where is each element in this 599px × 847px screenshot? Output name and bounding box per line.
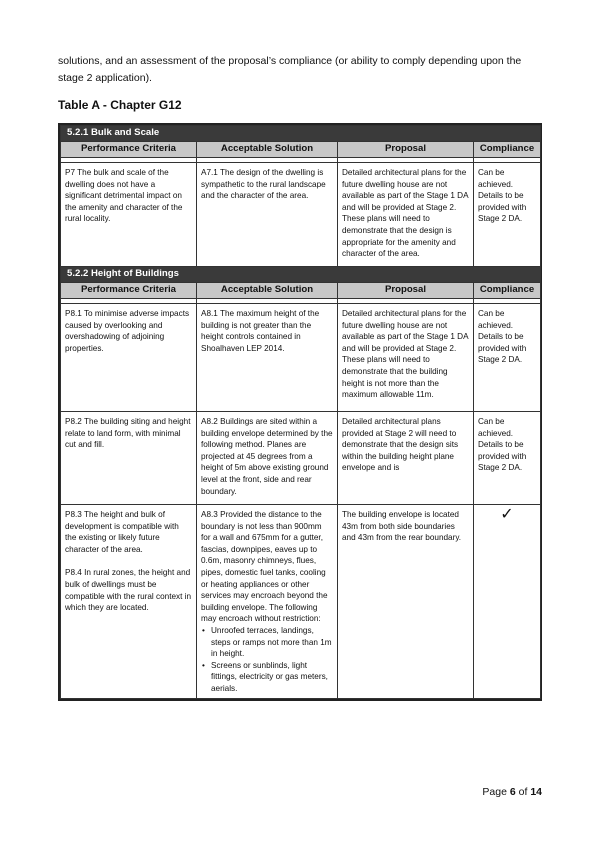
proposal-cell: Detailed architectural plans provided at Stage 2 will need to demonstrate that the design sits within the building height plane envelope and is xyxy=(338,412,474,505)
section-title: 5.2.2 Height of Buildings xyxy=(61,267,541,283)
table-row xyxy=(61,163,541,267)
table-title: Table A - Chapter G12 xyxy=(58,98,182,112)
solution-cell: A8.3 Provided the distance to the boundary is not less than 900mm for a wall and 675mm for a gutter, fascias, downpipes, eaves up to 0.6m, masonry chimneys, flues, pipes, domestic fuel tanks, cooling or heating appliances or other services may encroach beyond the building envelope. The following may encroach without restriction: • Unroofed terraces, landings, steps or ramps not more than 1m in height. • Screens or sunblinds, light fittings, electricity or gas meters, aerials. xyxy=(197,505,338,699)
column-header: Compliance xyxy=(474,142,541,158)
section-header xyxy=(61,126,541,142)
table-row xyxy=(61,505,541,699)
total-pages: 14 xyxy=(530,786,542,798)
table-row xyxy=(61,412,541,505)
compliance-cell: Can be achieved. Details to be provided with Stage 2 DA. xyxy=(474,304,541,412)
column-header: Proposal xyxy=(338,283,474,299)
criteria-cell: P8.3 The height and bulk of development is compatible with the existing or likely future character of the area. P8.4 In rural zones, the height and bulk of dwellings must be compatible with the rural context in which they are located. xyxy=(61,505,197,699)
column-header: Performance Criteria xyxy=(61,283,197,299)
column-header: Acceptable Solution xyxy=(197,142,338,158)
proposal-cell: Detailed architectural plans for the future dwelling house are not available as part of the Stage 1 DA and will be provided at Stage 2. These plans will need to demonstrate that the building height is not more than the maximum allowable 11m. xyxy=(338,304,474,412)
list-item: • Unroofed terraces, landings, steps or ramps not more than 1m in height. xyxy=(211,625,333,660)
bullet-list xyxy=(201,625,333,695)
intro-paragraph: solutions, and an assessment of the proposal’s compliance (or ability to comply depending upon the stage 2 application). xyxy=(58,55,522,84)
criteria-cell: P8.1 To minimise adverse impacts caused by overlooking and overshadowing of adjoining properties. xyxy=(61,304,197,412)
list-item: • Screens or sunblinds, light fittings, electricity or gas meters, aerials. xyxy=(211,660,333,695)
column-header: Acceptable Solution xyxy=(197,283,338,299)
solution-cell: A8.2 Buildings are sited within a building envelope determined by the following method. Planes are projected at 45 degrees from a height of 5m above existing ground level at the front, side and rear boundary. xyxy=(197,412,338,505)
compliance-table xyxy=(58,123,542,701)
solution-cell: A8.1 The maximum height of the building is not greater than the height controls contained in Shoalhaven LEP 2014. xyxy=(197,304,338,412)
section-header xyxy=(61,267,541,283)
compliance-cell: Can be achieved. Details to be provided with Stage 2 DA. xyxy=(474,163,541,267)
table-row xyxy=(61,304,541,412)
proposal-cell: Detailed architectural plans for the future dwelling house are not available as part of the Stage 1 DA and will be provided at Stage 2. These plans will need to demonstrate that the design is appropriate for the amenity and character of the area. xyxy=(338,163,474,267)
criteria-cell: P8.2 The building siting and height relate to land form, with minimal cut and fill. xyxy=(61,412,197,505)
column-header-row xyxy=(61,283,541,299)
current-page: 6 xyxy=(509,786,516,798)
checkmark-icon: ✓ xyxy=(474,505,541,699)
compliance-cell: Can be achieved. Details to be provided with Stage 2 DA. xyxy=(474,412,541,505)
section-title: 5.2.1 Bulk and Scale xyxy=(61,126,541,142)
column-header: Proposal xyxy=(338,142,474,158)
page-number-footer: Page 6 of 14 xyxy=(482,786,542,798)
column-header: Compliance xyxy=(474,283,541,299)
criteria-cell: P7 The bulk and scale of the dwelling does not have a significant detrimental impact on the amenity and character of the rural locality. xyxy=(61,163,197,267)
proposal-cell: The building envelope is located 43m from both side boundaries and 43m from the rear boundary. xyxy=(338,505,474,699)
solution-cell: A7.1 The design of the dwelling is sympathetic to the rural landscape and the character of the area. xyxy=(197,163,338,267)
column-header: Performance Criteria xyxy=(61,142,197,158)
column-header-row xyxy=(61,142,541,158)
